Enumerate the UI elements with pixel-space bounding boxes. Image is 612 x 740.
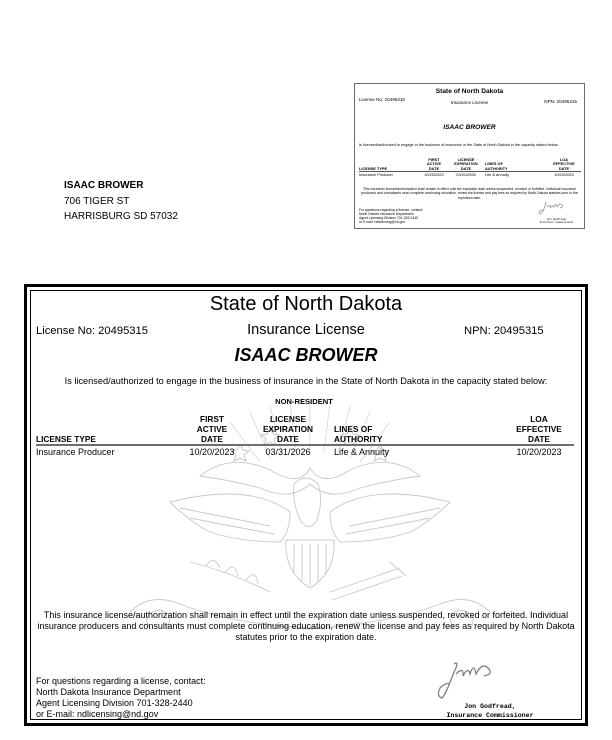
- card-signature-icon: [538, 200, 566, 218]
- card-npn: NPN: 20495315: [544, 99, 577, 104]
- header-license-type: LICENSE TYPE: [36, 414, 176, 445]
- notice-text: This insurance license/authorization shall remain in effect until the expiration date unless suspended, revoked or forfeited. Individual insurance producers and consultants must complete continuing education, renew the license and pay fees as required by North Dakota statutes prior to the expiration date.: [37, 610, 575, 642]
- contact-info: [36, 676, 206, 720]
- header-lines-of-authority: LINES OF AUTHORITY: [328, 414, 504, 445]
- card-license-type-title: Insurance License: [450, 100, 489, 105]
- residency-status: NON-RESIDENT: [275, 397, 333, 406]
- card-signer-title: Insurance Commissioner: [539, 221, 574, 224]
- certificate-state-title: State of North Dakota: [209, 293, 403, 315]
- card-table-row: [359, 171, 581, 177]
- signer-name: Jon Godfread,: [464, 703, 516, 710]
- contact-line: For questions regarding a license, contact:: [36, 676, 206, 686]
- card-contact-line: or E-mail: ndlicensing@nd.gov: [359, 220, 406, 225]
- intro-text: Is licensed/authorized to engage in the business of insurance in the State of North Dakota in the capacity stated below:: [64, 376, 548, 386]
- card-licensee-name: ISAAC BROWER: [443, 124, 496, 131]
- card-cell-license-type: Insurance Producer: [359, 172, 393, 178]
- card-signer: [540, 218, 574, 224]
- contact-line: Agent Licensing Division 701-328-2440: [36, 698, 193, 708]
- card-header-loa-effective-date: LOA EFFECTIVE DATE: [547, 158, 581, 171]
- card-signer-name: Jon Godfread,: [546, 218, 567, 221]
- recipient-street: 706 TIGER ST: [64, 195, 130, 207]
- card-cell-loa-effective-date: 10/20/2023: [554, 172, 574, 178]
- cell-loa-effective-date: 10/20/2023: [516, 447, 562, 457]
- cell-license-type: Insurance Producer: [36, 447, 115, 457]
- card-contact-line: North Dakota Insurance Department: [359, 212, 414, 217]
- card-header-first-active-date: FIRST ACTIVE DATE: [419, 158, 449, 171]
- card-cell-expiration-date: 03/31/2026: [456, 172, 476, 178]
- card-contact-line: For questions regarding a license, contact:: [359, 208, 423, 212]
- mailing-address: [64, 178, 178, 225]
- card-contact-line: Agent Licensing Division 701-328-2440: [359, 216, 418, 221]
- header-loa-effective-date: LOA EFFECTIVE DATE: [504, 414, 574, 445]
- license-type-title: Insurance License: [247, 322, 365, 338]
- signer: [420, 703, 560, 720]
- signer-title: Insurance Commissioner: [446, 711, 534, 719]
- header-license-expiration-date: LICENSE EXPIRATION DATE: [248, 414, 328, 445]
- card-license-table: [359, 158, 581, 177]
- recipient-name: ISAAC BROWER: [64, 180, 144, 191]
- wallet-card: [354, 83, 585, 229]
- card-state-title: State of North Dakota: [435, 88, 504, 95]
- card-header-lines-of-authority: LINES OF AUTHORITY: [483, 158, 547, 171]
- npn-number: NPN: 20495315: [464, 325, 544, 337]
- card-cell-lines-of-authority: Life & Annuity: [485, 172, 509, 178]
- signature-icon: [436, 660, 500, 702]
- contact-line: North Dakota Insurance Department: [36, 687, 181, 697]
- card-cell-first-active-date: 10/20/2023: [424, 172, 444, 178]
- license-table: [36, 414, 574, 458]
- table-row: [36, 445, 574, 458]
- card-license-number: License No: 20495315: [359, 97, 405, 102]
- recipient-city-state-zip: HARRISBURG SD 57032: [64, 211, 178, 222]
- card-notice-text: This insurance license/authorization shall remain in effect until the expiration date unless suspended, revoked or forfeited. Individual insurance producers and consultants must complete continuing education, renew the license and pay fees as required by North Dakota statutes prior to the expiration date.: [361, 187, 578, 200]
- card-header-license-type: LICENSE TYPE: [359, 158, 419, 171]
- cell-first-active-date: 10/20/2023: [189, 447, 235, 457]
- cell-license-expiration-date: 03/31/2026: [265, 447, 311, 457]
- licensee-name: ISAAC BROWER: [234, 345, 378, 365]
- card-contact-info: [359, 208, 423, 224]
- license-number: License No: 20495315: [36, 325, 148, 337]
- header-first-active-date: FIRST ACTIVE DATE: [176, 414, 248, 445]
- contact-email-line: or E-mail: ndlicensing@nd.gov: [36, 709, 159, 719]
- card-intro-text: Is licensed/authorized to engage in the business of insurance in the State of North Dakota in the capacity stated below:: [359, 143, 559, 147]
- card-header-license-expiration-date: LICENSE EXPIRATION DATE: [449, 158, 483, 171]
- cell-lines-of-authority: Life & Annuity: [334, 447, 390, 457]
